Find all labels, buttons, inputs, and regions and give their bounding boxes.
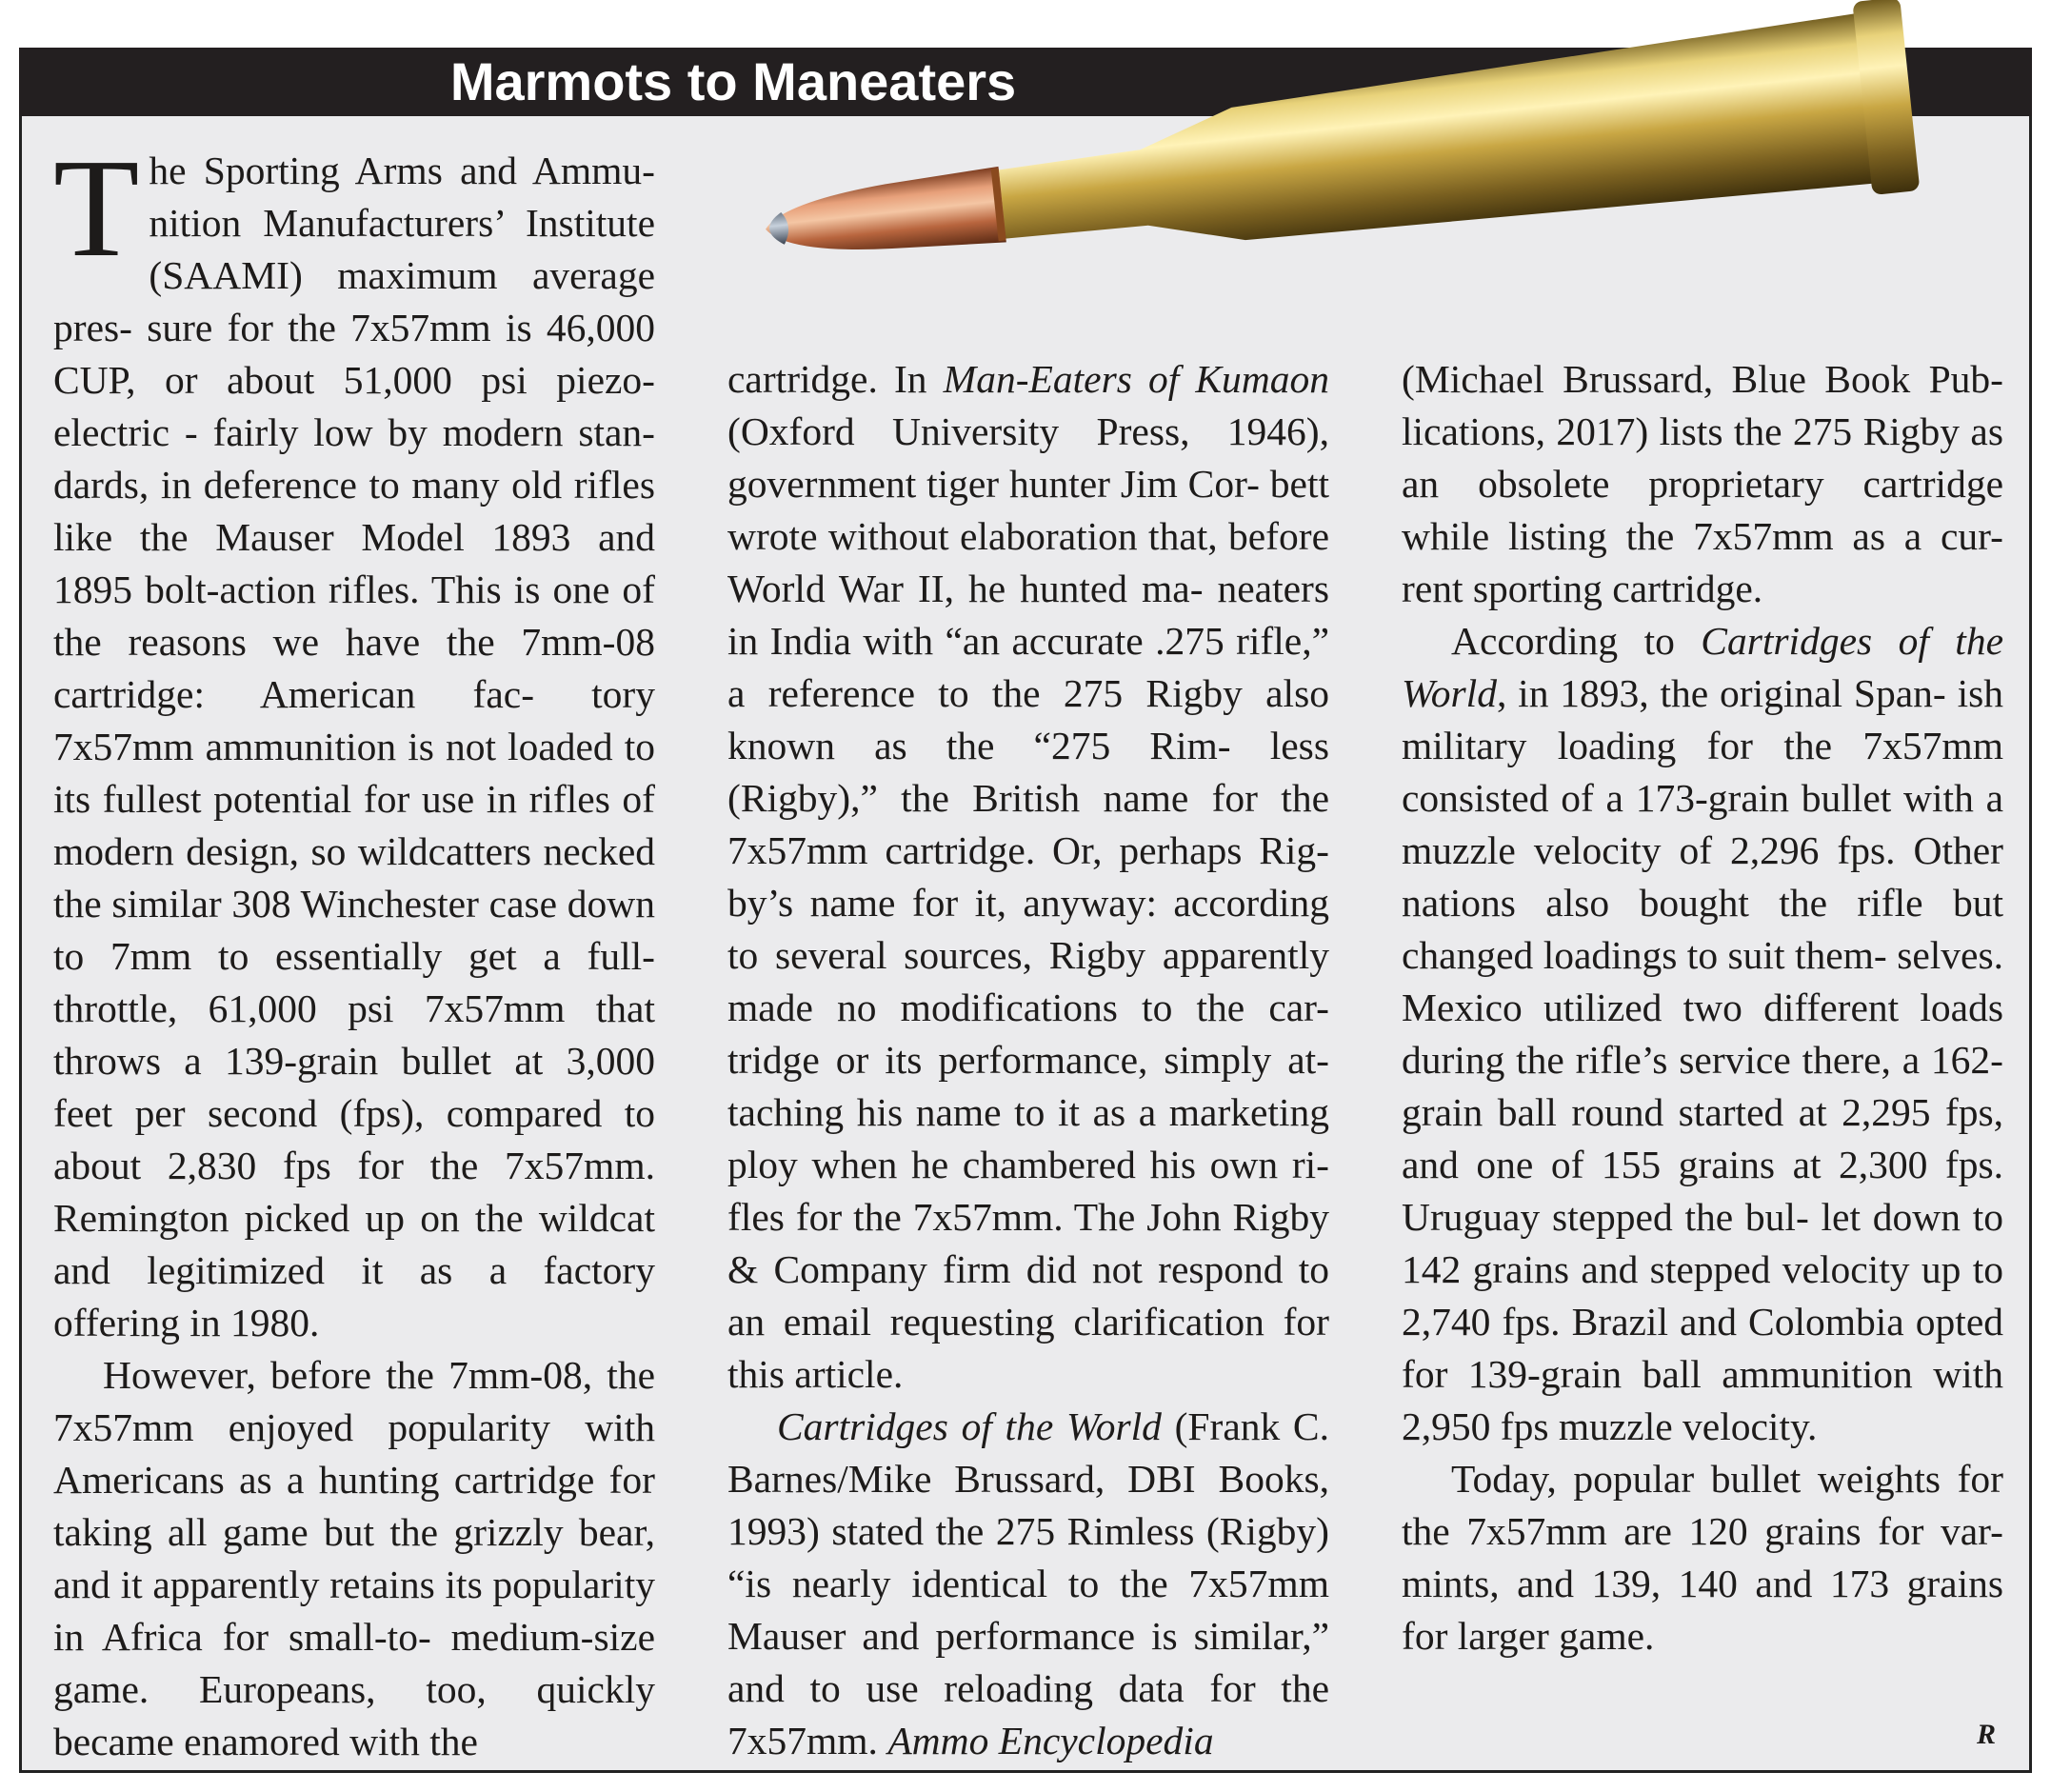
paragraph-text: he Sporting Arms and Ammu- nition Manufacturers’ Institute (SAAMI) maximum average pres- sure for the 7x57mm is 46,000 CUP, or about 51,000 psi piezo- electric - fairly low by modern stan- dards, in deference to many old rifles like the Mauser Model 1893 and 1895 bolt-action rifles. This is one of the reasons we have the 7mm-08 cartridge: American fac- tory 7x57mm ammunition is not loaded to its fullest potential for use in rifles of modern design, so wildcatters necked the similar 308 Winchester case down to 7mm to essentially get a full-throttle, 61,000 psi 7x57mm that throws a 139-grain bullet at 3,000 feet per second (fps), compared to about 2,830 fps for the 7x57mm. Remington picked up on the wildcat and legitimized it as a factory offering in 1980. [53, 149, 655, 1344]
book-title: Cartridges of the World [777, 1404, 1162, 1448]
paragraph: However, before the 7mm-08, the 7x57mm enjoyed popularity with Americans as a hunting cartridge for taking all game but the grizzly bear, and it apparently retains its popularity in Africa for small-to- medium-size game. Europeans, too, quickly became enamored with the [53, 1353, 655, 1763]
article-title: Marmots to Maneaters [449, 51, 1017, 111]
end-of-article-mark: R [1977, 1719, 1997, 1750]
text-run: (Frank C. Barnes/Mike Brussard, DBI Books, 1993) stated the 275 Rimless (Rigby) “is nearly identical to the 7x57mm Mauser and performance is similar,” and to use reloading data for the 7x57mm. [727, 1404, 1329, 1762]
text-run: , in 1893, the original Span- ish military loading for the 7x57mm consisted of a 173-grain bullet with a muzzle velocity of 2,296 fps. Other nations also bought the rifle but changed loadings to suit them- selves. Mexico utilized two different loads during the rifle’s service there, a 162-grain ball round started at 2,295 fps, and one of 155 grains at 2,300 fps. Uruguay stepped the bul- let down to 142 grains and stepped velocity up to 2,740 fps. Brazil and Colombia opted for 139-grain ball ammunition with 2,950 fps muzzle velocity. [1402, 671, 2003, 1448]
text-run: (Oxford University Press, 1946), government tiger hunter Jim Cor- bett wrote without elaboration that, before World War II, he hunted ma- neaters in India with “an accurate .275 rifle,” a reference to the 275 Rigby also known as the “275 Rim- less (Rigby),” the British name for the 7x57mm cartridge. Or, perhaps Rig- by’s name for it, anyway: according to several sources, Rigby apparently made no modifications to the car- tridge or its performance, simply at- taching his name to it as a marketing ploy when he chambered his own ri- fles for the 7x57mm. The John Rigby & Company firm did not respond to an email requesting clarification for this article. [727, 409, 1329, 1396]
paragraph [727, 1401, 1329, 1767]
paragraph: Today, popular bullet weights for the 7x57mm are 120 grains for var- mints, and 139, 140 and 173 grains for larger game. [1402, 1457, 2003, 1658]
paragraph [53, 130, 655, 1349]
book-title: Cartridges of the World [1402, 619, 2003, 715]
article-column-2 [727, 353, 1329, 1767]
drop-cap: T [53, 130, 140, 287]
book-title: Ammo Encyclopedia [887, 1719, 1214, 1762]
rifle-cartridge-photo [743, 0, 1942, 314]
article-column-3 [1402, 353, 2003, 1663]
paragraph: (Michael Brussard, Blue Book Pub- lications, 2017) lists the 275 Rigby as an obsolete proprietary cartridge while listing the 7x57mm as a cur- rent sporting cartridge. [1402, 357, 2003, 610]
article-column-1 [53, 130, 655, 1768]
paragraph [1402, 615, 2003, 1453]
book-title: Man-Eaters of Kumaon [943, 357, 1330, 401]
text-run: According to [1451, 619, 1702, 663]
text-run: cartridge. In [727, 357, 944, 401]
paragraph [727, 353, 1329, 1401]
